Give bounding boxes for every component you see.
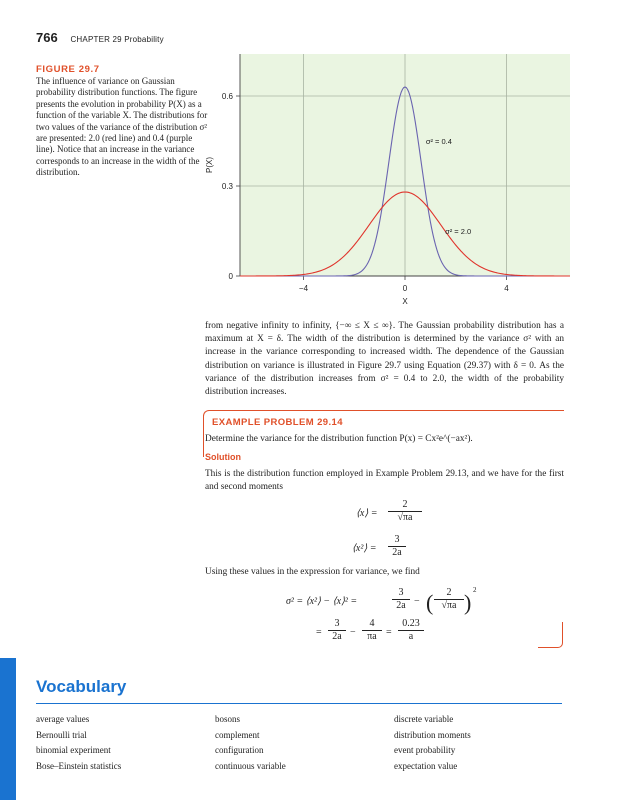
chapter-title: CHAPTER 29 Probability <box>70 35 164 44</box>
vocab-term: distribution moments <box>394 729 471 740</box>
gaussian-chart <box>200 54 570 314</box>
eq3-fraction-2 <box>434 587 464 612</box>
x-tick-label: 4 <box>504 284 509 293</box>
solution-label: Solution <box>205 452 241 462</box>
vocab-term: Bose–Einstein statistics <box>36 760 122 771</box>
page-header <box>36 30 164 45</box>
vocabulary-list <box>36 712 566 774</box>
eq3-exponent: 2 <box>473 586 477 594</box>
vocab-term: event probability <box>394 745 456 755</box>
eq4-fraction-1 <box>328 618 346 643</box>
eq4-minus: − <box>350 627 356 638</box>
equation-second-moment <box>352 543 377 554</box>
equation-variance <box>286 596 357 607</box>
eq4-num1: 3 <box>328 618 346 631</box>
eq3-fraction-1 <box>392 587 410 612</box>
eq4-fraction-2 <box>362 618 382 643</box>
eq4-num2: 4 <box>362 618 382 631</box>
vocab-term: continuous variable <box>215 760 286 771</box>
example-end-mark <box>538 622 563 648</box>
figure-caption: The influence of variance on Gaussian probability distribution functions. The figure presents the evolution in probability P(X) as a function of the variable X. The distributions for two values of the variance of the distribution σ² are presented: 2.0 (red line) and 0.4 (purple line). Notice that an increase in the variance corresponds to an increase in the width of the distribution. <box>36 76 208 178</box>
solution-text: This is the distribution function employed in Example Problem 29.13, and we have for the first and second moments <box>205 469 564 493</box>
eq3-minus: − <box>414 596 420 607</box>
example-title: EXAMPLE PROBLEM 29.14 <box>212 417 343 428</box>
series-label-0: σ² = 0.4 <box>425 137 452 146</box>
vocab-term: binomial experiment <box>36 745 111 755</box>
body-paragraph: from negative infinity to infinity, {−∞ ≤ X ≤ ∞}. The Gaussian probability distribution has a maximum at X = δ. The width of the distribution is determined by the variance σ² with an increase in the variance corresponding to increased width. The dependence of the Gaussian distribution on variance is illustrated in Figure 29.7 using Equation (29.37) with δ = 0. As the variance of the distribution increases from σ² = 0.4 to 2.0, the width of the probability distribution increases. <box>205 321 564 398</box>
eq3-num1: 3 <box>392 587 410 600</box>
eq3-lhs: σ² = ⟨x²⟩ − ⟨x⟩² = <box>286 596 358 607</box>
eq4-den3: a <box>408 631 414 642</box>
vocabulary-rule <box>36 703 562 704</box>
y-tick-label: 0.6 <box>221 92 233 101</box>
vocab-term: average values <box>36 714 90 724</box>
vocabulary-title: Vocabulary <box>36 677 127 696</box>
example-problem: Determine the variance for the distribution function P(x) = Cx²e^(−ax²). <box>205 434 473 444</box>
eq2-lhs: ⟨x²⟩ = <box>352 543 377 554</box>
y-tick-label: 0.3 <box>221 182 233 191</box>
eq2-fraction <box>388 534 406 559</box>
vocab-term: complement <box>215 729 260 740</box>
x-tick-label: 0 <box>402 284 408 293</box>
eq1-num: 2 <box>388 499 422 512</box>
vocab-term: discrete variable <box>394 714 454 724</box>
eq1-fraction <box>388 499 422 524</box>
vocab-term: configuration <box>215 745 264 755</box>
vocab-term: bosons <box>215 714 241 724</box>
eq4-den1: 2a <box>332 631 342 642</box>
eq3-paren-open: ( <box>426 590 434 615</box>
eq4-den2: πa <box>367 631 377 642</box>
eq1-lhs: ⟨x⟩ = <box>356 508 378 519</box>
eq3-num2: 2 <box>434 587 464 600</box>
y-axis-title: P(X) <box>205 157 214 173</box>
eq2-den: 2a <box>392 547 402 558</box>
eq4-num3: 0.23 <box>398 618 424 631</box>
vocab-term: expectation value <box>394 760 458 771</box>
eq2-num: 3 <box>388 534 406 547</box>
vocabulary-side-bar <box>0 658 16 800</box>
vocab-term: Bernoulli trial <box>36 729 87 740</box>
eq1-den: √πa <box>397 512 413 523</box>
page-number: 766 <box>36 30 58 45</box>
x-axis-title: X <box>402 297 408 306</box>
eq3-den1: 2a <box>396 600 406 611</box>
y-tick-label: 0 <box>228 272 233 281</box>
eq3-den2: √πa <box>441 600 457 611</box>
eq4-fraction-3 <box>398 618 424 643</box>
x-tick-label: −4 <box>298 284 309 293</box>
eq3-paren-close: ) <box>464 590 472 615</box>
figure-label: FIGURE 29.7 <box>36 64 100 75</box>
eq4-equals: = <box>316 627 322 638</box>
eq4-equals-2: = <box>386 627 392 638</box>
equation-mean <box>356 508 378 519</box>
transition-text: Using these values in the expression for variance, we find <box>205 567 420 577</box>
series-label-1: σ² = 2.0 <box>445 227 472 236</box>
